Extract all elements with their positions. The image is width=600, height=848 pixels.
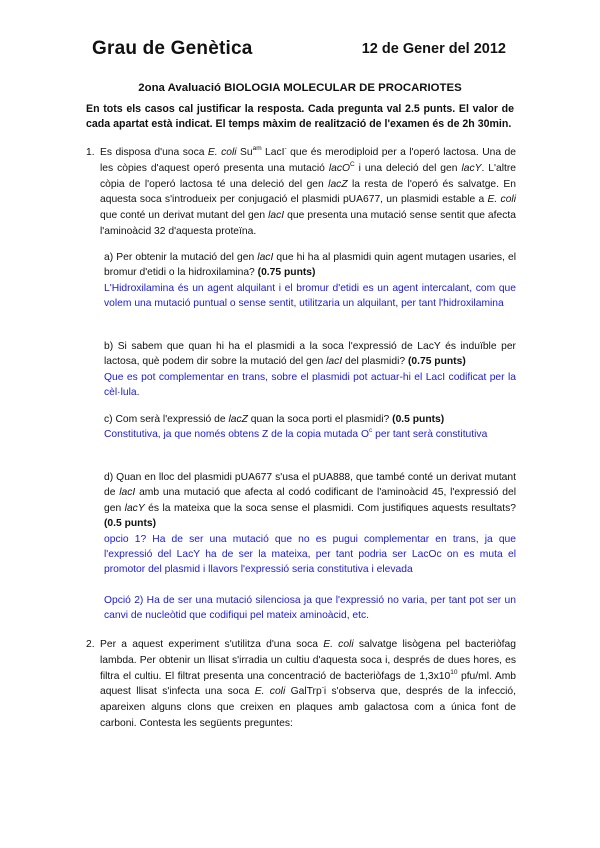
- question-1: [86, 145, 516, 240]
- points: (0.5 punts): [104, 518, 157, 530]
- question-number: 2.: [86, 639, 95, 650]
- points: (0.75 punts): [257, 267, 316, 279]
- subquestion-1d: [104, 470, 516, 624]
- question-2-text: Per a aquest experiment s'utilitza d'una soca E. coli salvatge lisògena pel bacteriòfag lambda. Per obtenir un llisat s'irradia un cultiu d'aquesta soca i, després de dues hores, es filtra el cultiu. El filtrat presenta una concentració de bacteriòfags de $1,3x10^{10}$ pfu/ml. Amb aquest llisat s'infecta una soca E. coli GalTrp-i s'observa que, després de la infecció, apareixen alguns clons que creixen en plaques amb galactosa com a única font de carboni. Contesta les següents preguntes:: [100, 639, 516, 729]
- question-number: 1.: [86, 147, 95, 158]
- exam-date: 12 de Gener del 2012: [361, 41, 506, 57]
- points: (0.75 punts): [407, 356, 466, 368]
- question-1-text: Es disposa d'una soca E. coli $Su^{am}$ LacI- que és merodiploid per a l'operó lactosa. Una de les còpies d'aquest operó presenta una mutació lacO$^C$ i una deleció del gen lacY. L'altre còpia de l'operó lactosa té una deleció del gen lacZ la resta de l'operó és salvatge. En aquesta soca s'introdueix per conjugació el plasmidi pUA677, un plasmidi estable a E. coli que conté un derivat mutant del gen lacI que presenta una mutació sense sentit que afecta l'aminoàcid 32 d'aquesta proteïna.: [100, 145, 517, 237]
- exam-title: 2ona Avaluació BIOLOGIA MOLECULAR DE PROCARIOTES: [138, 82, 462, 94]
- subquestion-1b-text: b) Si sabem que quan hi ha el plasmidi a la soca l'expressió de LacY és induïble per lactosa, què podem dir sobre la mutació del gen lacI del plasmidi? (0.75 punts): [104, 341, 516, 368]
- subquestion-1a-text: a) Per obtenir la mutació del gen lacI que hi ha al plasmidi quin agent mutagen usaries, el bromur d'etidi o la hidroxilamina? (0.75 punts): [104, 252, 516, 279]
- answer-1c: Constitutiva, ja que només obtens Z de la copia mutada $O^c$ per tant serà constitutiva: [104, 427, 488, 441]
- page-header: [92, 38, 506, 60]
- subquestion-1c-text: c) Com serà l'expressió de lacZ quan la soca porti el plasmidi? (0.5 punts): [104, 414, 445, 425]
- subquestion-1a: [104, 250, 516, 312]
- answer-1a: L'Hidroxilamina és un agent alquilant i el bromur d'etidi es un agent intercalant, com que volem una mutació puntual o sense sentit, utilitzaria un alquilant, per tant l'hidroxilamina: [104, 282, 516, 310]
- exam-instructions: En tots els casos cal justificar la resposta. Cada pregunta val 2.5 punts. El valor de cada apartat està indicat. El temps màxim de realització de l'examen és de 2h 30min.: [86, 103, 514, 130]
- subquestion-1c: [104, 412, 516, 443]
- course-title: Grau de Genètica: [92, 38, 253, 59]
- answer-1d-option-2: Opció 2) Ha de ser una mutació silenciosa ja que l'expressió no varia, per tant pot ser un canvi de nucleòtid que codifiqui pel mateix aminoàcid, etc.: [104, 594, 516, 622]
- subquestion-1d-text: d) Quan en lloc del plasmidi pUA677 s'usa el pUA888, que també conté un derivat mutant de lacI amb una mutació que afecta al codó codificant de l'aminoàcid 45, l'expressió del gen lacY és la mateixa que la soca sense el plasmidi. Com justifiques aquests resultats? (0.5 punts): [104, 472, 516, 530]
- points: (0.5 punts): [392, 414, 445, 425]
- answer-1b: Que es pot complementar en trans, sobre el plasmidi pot actuar-hi el LacI codificat per la cèl·lula.: [104, 371, 516, 399]
- answer-1d-option-1: opcio 1? Ha de ser una mutació que no es pugui complementar en trans, ja que l'expressió del LacY ha de ser la mateixa, per tant podria ser LacOc on es muta el promotor del plasmid i llavors l'expressió seria constitutiva i elevada: [104, 533, 516, 576]
- answer-1d: [104, 532, 516, 624]
- subquestion-1b: [104, 339, 516, 401]
- question-2: [86, 637, 516, 732]
